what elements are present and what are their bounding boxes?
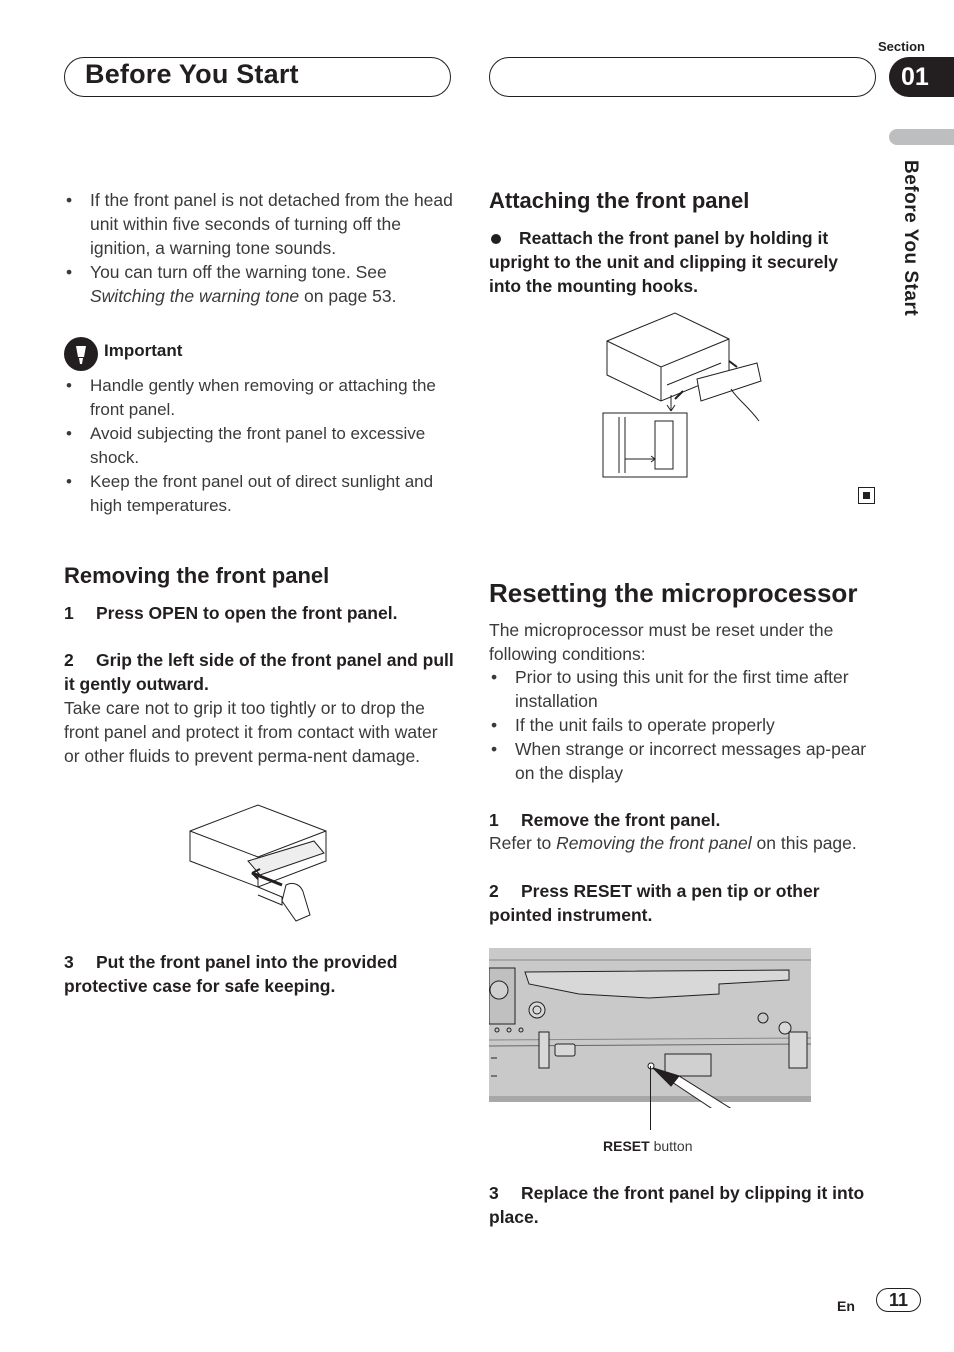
important-icon <box>64 337 98 371</box>
side-tab-text: Before You Start <box>900 160 921 317</box>
reset-step-3: 3 Replace the front panel by clipping it into place. <box>489 1183 865 1227</box>
removal-illustration <box>186 801 332 925</box>
list-item: • Prior to using this unit for the first time after installation <box>489 665 874 713</box>
reset-step-2: 2 Press RESET with a pen tip or other pointed instrument. <box>489 881 820 925</box>
reset-heading: Resetting the microprocessor <box>489 578 858 608</box>
reset-intro: The microprocessor must be reset under the following conditions: <box>489 620 834 664</box>
cross-reference: Switching the warning tone <box>90 286 300 306</box>
removing-step-2-body: Take care not to grip it too tightly or to drop the front panel and protect it from contact with water or other fluids to prevent perma-nent damage. <box>64 698 438 766</box>
removing-step-3: 3 Put the front panel into the provided protective case for safe keeping. <box>64 952 398 996</box>
important-bullets <box>64 374 456 518</box>
list-item: • Handle gently when removing or attaching the front panel. <box>64 374 456 422</box>
page-title: Before You Start <box>85 59 299 89</box>
side-tab-marker <box>889 129 954 145</box>
section-label: Section <box>878 39 925 54</box>
removing-step-1: 1 Press OPEN to open the front panel. <box>64 603 398 623</box>
attaching-instruction: Reattach the front panel by holding it upright to the unit and clipping it securely into the mounting hooks. <box>489 228 839 296</box>
language-label: En <box>837 1298 855 1314</box>
list-item: • If the front panel is not detached from the head unit within five seconds of turning off the ignition, a warning tone sounds. <box>64 188 454 260</box>
warning-bullets <box>64 188 454 308</box>
end-mark-icon <box>858 487 875 504</box>
reset-step-1: 1 Remove the front panel. <box>489 810 721 830</box>
header-empty-frame <box>489 57 876 97</box>
reset-conditions <box>489 665 874 785</box>
section-number: 01 <box>889 57 954 97</box>
attach-illustration <box>601 309 767 481</box>
removing-step-2: 2 Grip the left side of the front panel and pull it gently outward. <box>64 650 454 694</box>
list-item: • When strange or incorrect messages ap-pear on the display <box>489 737 874 785</box>
list-item: • Avoid subjecting the front panel to excessive shock. <box>64 422 456 470</box>
attaching-heading: Attaching the front panel <box>489 188 750 213</box>
bullet-dot <box>491 234 501 244</box>
removing-heading: Removing the front panel <box>64 563 330 588</box>
list-item: • If the unit fails to operate properly <box>489 713 874 737</box>
reset-callout-line <box>650 1066 651 1130</box>
list-item: • You can turn off the warning tone. See Switching the warning tone on page 53. <box>64 260 454 308</box>
page-number: 11 <box>876 1288 921 1312</box>
reset-button-caption: RESET button <box>603 1138 693 1154</box>
list-item: • Keep the front panel out of direct sunlight and high temperatures. <box>64 470 456 518</box>
cross-reference: Removing the front panel <box>556 833 752 853</box>
important-label: Important <box>104 341 183 360</box>
reset-step-1-body: Refer to Removing the front panel on this page. <box>489 833 857 853</box>
